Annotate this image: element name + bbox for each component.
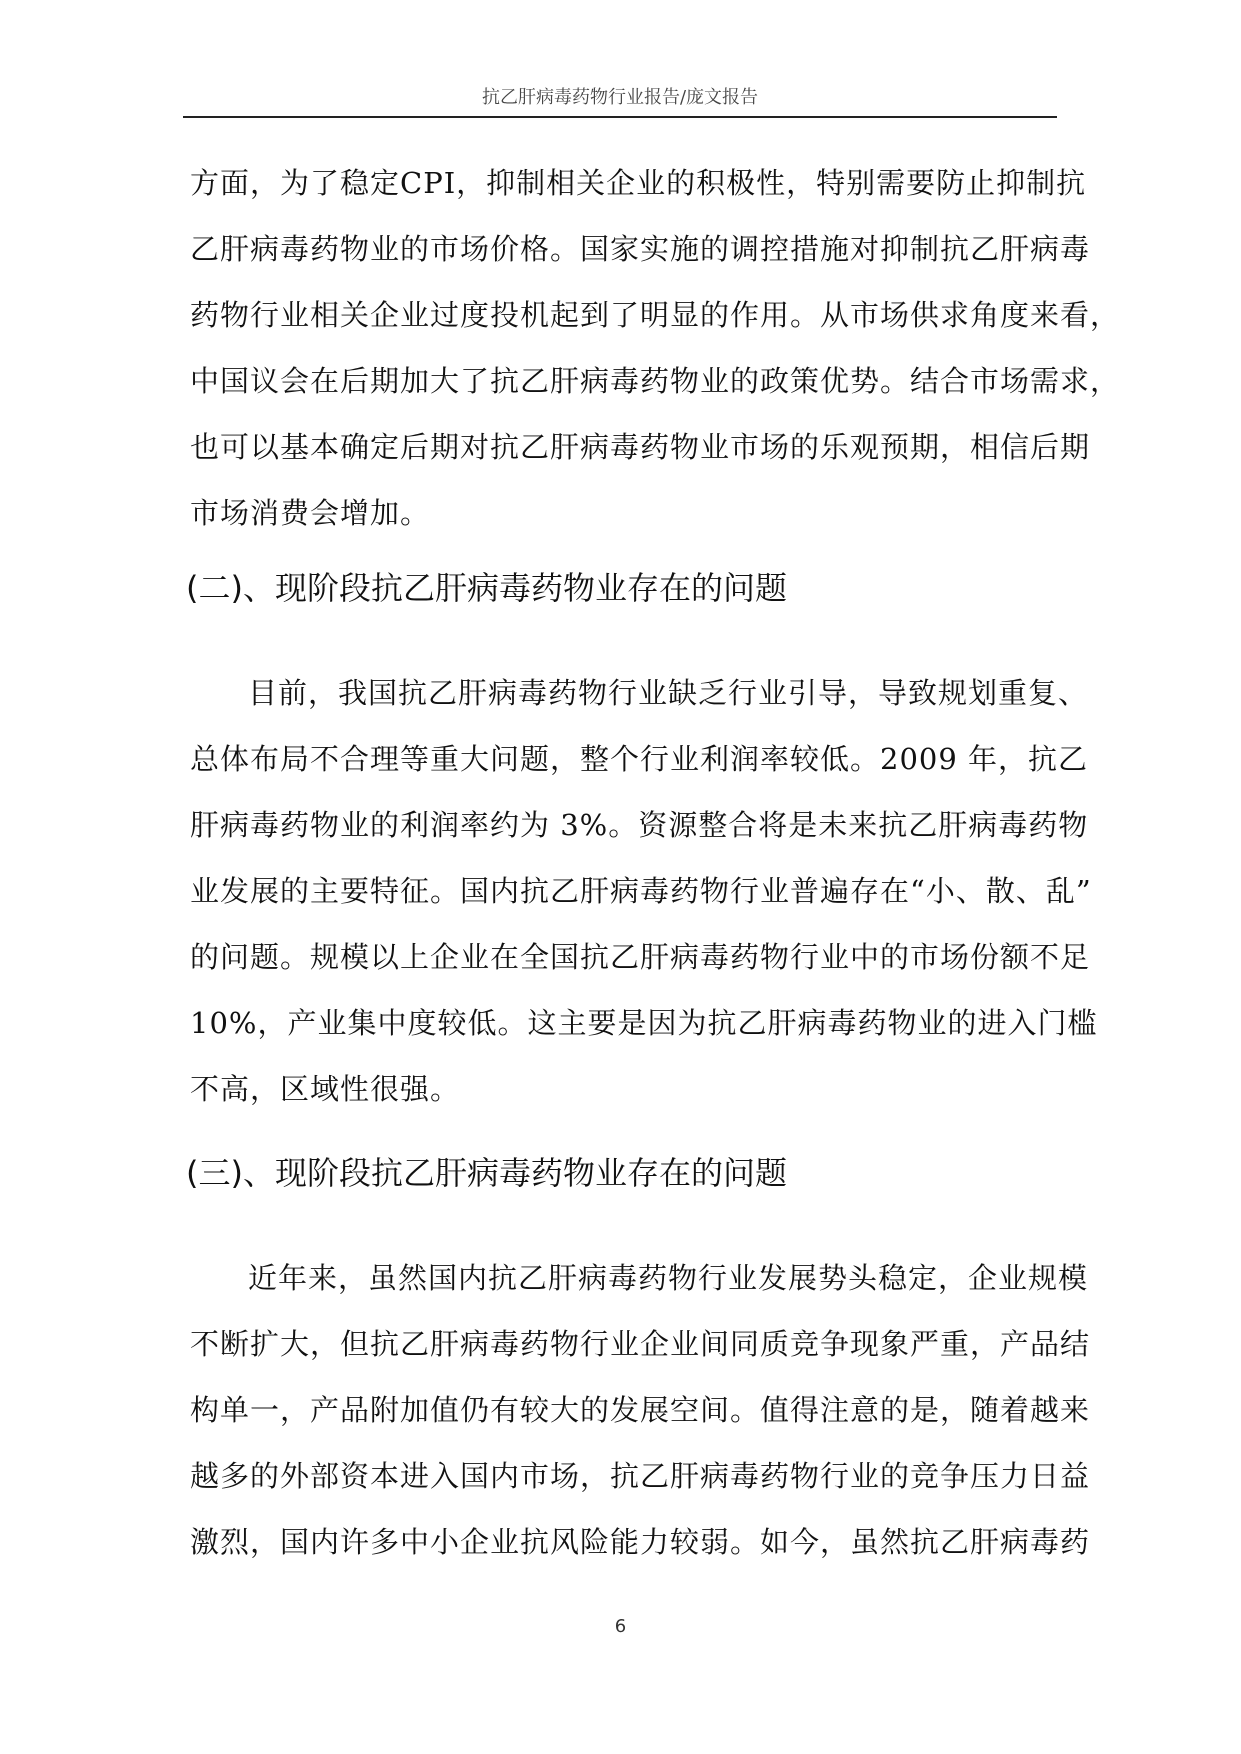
text-line: 业发展的主要特征。国内抗乙肝病毒药物行业普遍存在“小、散、乱”	[190, 874, 1092, 908]
text-line: 不断扩大，但抗乙肝病毒药物行业企业间同质竞争现象严重，产品结	[190, 1327, 1091, 1361]
text-line: 市场消费会增加。	[190, 496, 431, 530]
text-line: 药物行业相关企业过度投机起到了明显的作用。从市场供求角度来看，	[190, 298, 1121, 332]
running-header-title: 抗乙肝病毒药物行业报告/庞文报告	[481, 87, 759, 108]
text-line: 构单一，产品附加值仍有较大的发展空间。值得注意的是，随着越来	[190, 1393, 1091, 1427]
text-line: 不高，区域性很强。	[190, 1072, 461, 1106]
text-line: 肝病毒药物业的利润率约为 3%。资源整合将是未来抗乙肝病毒药物	[190, 808, 1089, 842]
text-line: 目前，我国抗乙肝病毒药物行业缺乏行业引导，导致规划重复、	[248, 676, 1089, 710]
text-line: 乙肝病毒药物业的市场价格。国家实施的调控措施对抑制抗乙肝病毒	[190, 232, 1091, 266]
text-line: 方面，为了稳定CPI，抑制相关企业的积极性，特别需要防止抑制抗	[190, 166, 1087, 200]
text-line: 激烈，国内许多中小企业抗风险能力较弱。如今，虽然抗乙肝病毒药	[190, 1525, 1091, 1559]
paragraph-continued	[190, 155, 1120, 551]
text-line: 总体布局不合理等重大问题，整个行业利润率较低。2009 年，抗乙	[190, 742, 1089, 776]
paragraph-section-3	[190, 1250, 1090, 1580]
text-line: 中国议会在后期加大了抗乙肝病毒药物业的政策优势。结合市场需求，	[190, 364, 1121, 398]
text-line: 10%，产业集中度较低。这主要是因为抗乙肝病毒药物业的进入门槛	[190, 1006, 1098, 1040]
text-line: 的问题。规模以上企业在全国抗乙肝病毒药物行业中的市场份额不足	[190, 940, 1091, 974]
running-header	[183, 84, 1057, 118]
text-line: 越多的外部资本进入国内市场，抗乙肝病毒药物行业的竞争压力日益	[190, 1459, 1091, 1493]
paragraph-section-2	[190, 665, 1097, 1127]
page-number: 6	[614, 1616, 627, 1637]
text-line: 也可以基本确定后期对抗乙肝病毒药物业市场的乐观预期，相信后期	[190, 430, 1091, 464]
text-line: 近年来，虽然国内抗乙肝病毒药物行业发展势头稳定，企业规模	[248, 1261, 1089, 1295]
section-heading-3: (三)、现阶段抗乙肝病毒药物业存在的问题	[186, 1154, 787, 1192]
section-heading-2: (二)、现阶段抗乙肝病毒药物业存在的问题	[186, 569, 787, 607]
